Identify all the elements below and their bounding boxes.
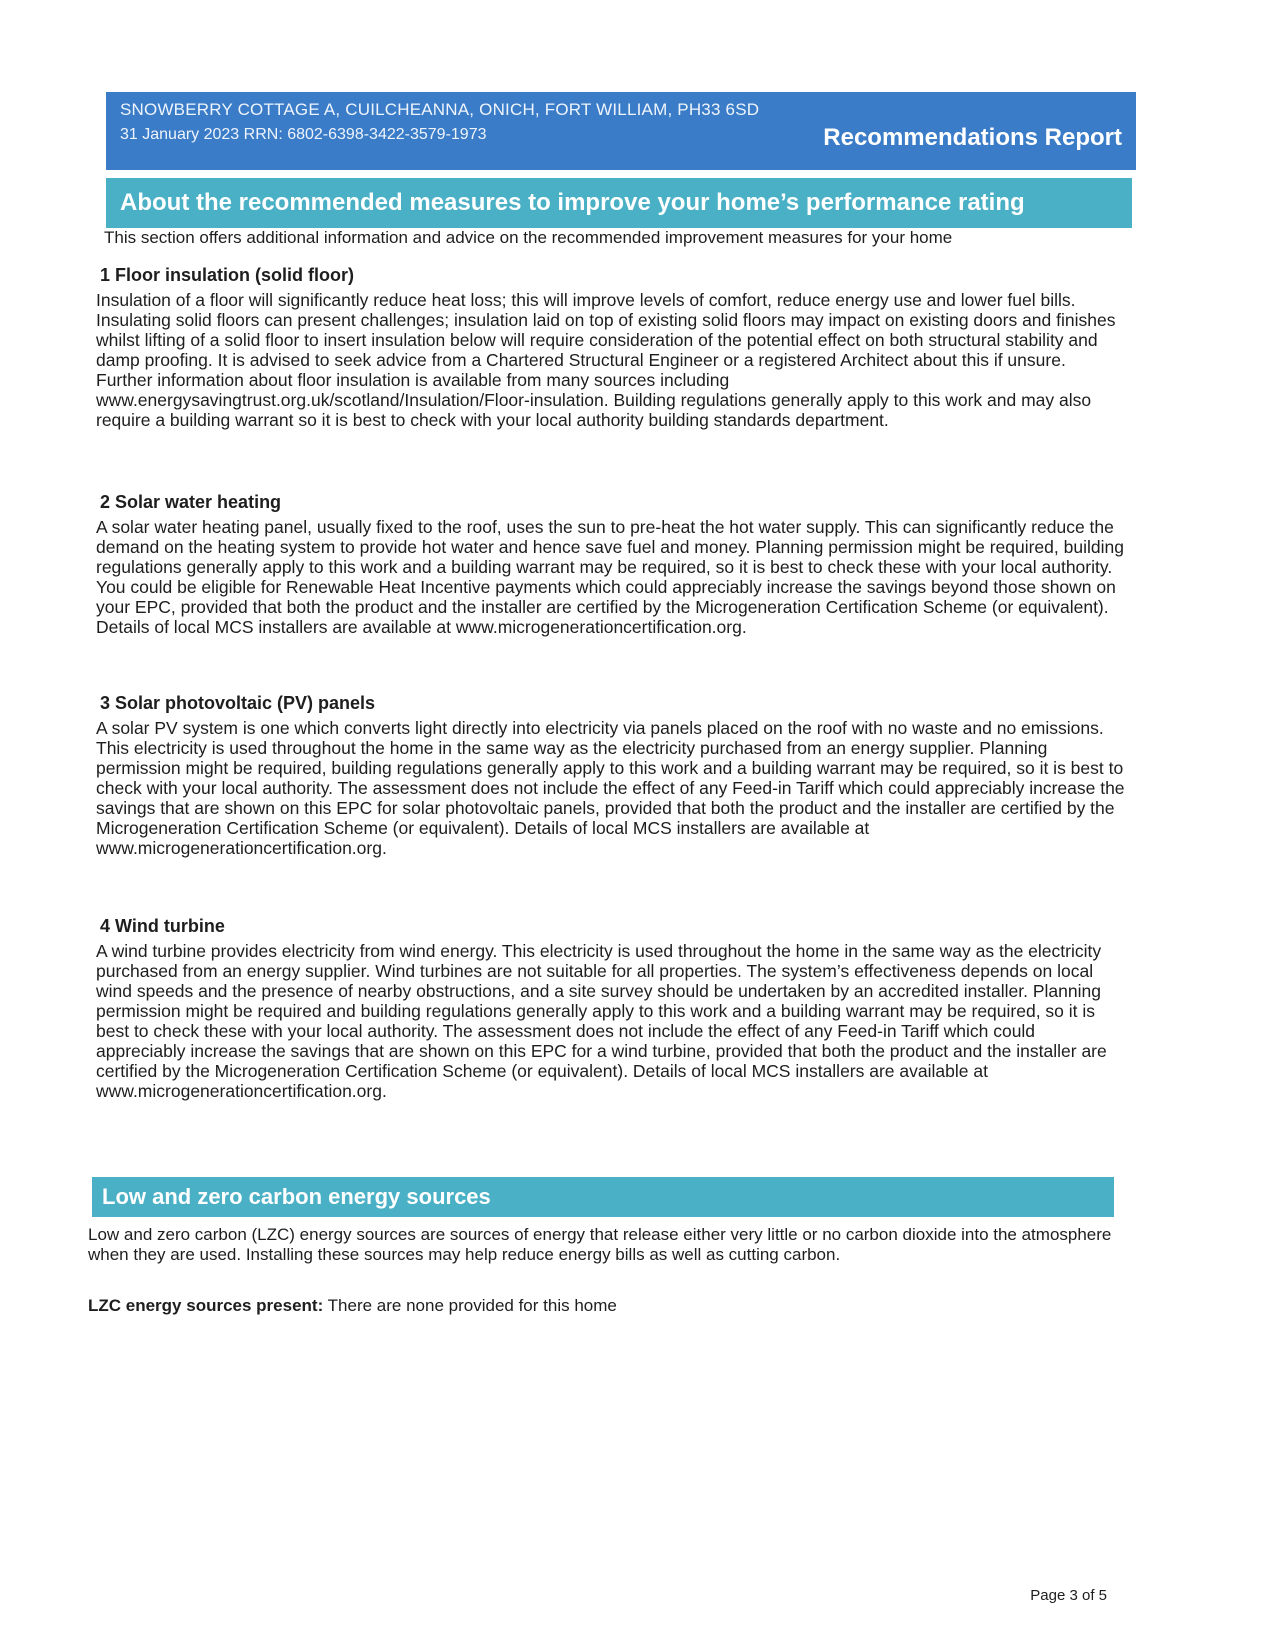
measure-title: 3 Solar photovoltaic (PV) panels bbox=[100, 693, 376, 713]
measure-floor-insulation bbox=[96, 265, 1126, 430]
lzc-present-value: There are none provided for this home bbox=[327, 1296, 617, 1315]
report-header bbox=[106, 92, 1136, 170]
section-heading-lzc-sources: Low and zero carbon energy sources bbox=[92, 1177, 1114, 1217]
measure-description: Insulation of a floor will significantly reduce heat loss; this will improve levels of comfort, reduce energy use and lower fuel bills. Insulating solid floors can present challenges; insulation laid on top of existing solid floors may impact on existing doors and finishes whilst lifting of a solid floor to insert insulation below will require consideration of the potential effect on both structural stability and damp proofing. It is advised to seek advice from a Chartered Structural Engineer or a registered Architect about this if unsure. Further information about floor insulation is available from many sources including www.energysavingtrust.org.uk/scotland/Insulation/Floor-insulation. Building regulations generally apply to this work and may also require a building warrant so it is best to check with your local authority building standards department. bbox=[96, 290, 1116, 430]
measure-title: 1 Floor insulation (solid floor) bbox=[100, 265, 354, 285]
measure-description: A solar water heating panel, usually fixed to the roof, uses the sun to pre-heat the hot water supply. This can significantly reduce the demand on the heating system to provide hot water and hence save fuel and money. Planning permission might be required, building regulations generally apply to this work and a building warrant may be required, so it is best to check these with your local authority. You could be eligible for Renewable Heat Incentive payments which could appreciably increase the savings beyond those shown on your EPC, provided that both the product and the installer are certified by the Microgeneration Certification Scheme (or equivalent). Details of local MCS installers are available at www.microgenerationcertification.org. bbox=[96, 517, 1124, 637]
lzc-present-label: LZC energy sources present: bbox=[88, 1296, 324, 1315]
property-address: SNOWBERRY COTTAGE A, CUILCHEANNA, ONICH, FORT WILLIAM, PH33 6SD bbox=[120, 100, 760, 119]
page-number: Page 3 of 5 bbox=[1030, 1587, 1107, 1604]
section-intro: This section offers additional information and advice on the recommended improvement measures for your home bbox=[104, 228, 953, 247]
measure-description: A solar PV system is one which converts light directly into electricity via panels placed on the roof with no waste and no emissions. This electricity is used throughout the home in the same way as the electricity purchased from an energy supplier. Planning permission might be required, building regulations generally apply to this work and a building warrant may be required, so it is best to check with your local authority. The assessment does not include the effect of any Feed-in Tariff which could appreciably increase the savings that are shown on this EPC for solar photovoltaic panels, provided that both the product and the installer are certified by the Microgeneration Certification Scheme (or equivalent). Details of local MCS installers are available at www.microgenerationcertification.org. bbox=[96, 718, 1125, 858]
measure-title: 2 Solar water heating bbox=[100, 492, 282, 512]
measure-wind-turbine bbox=[96, 916, 1126, 1101]
measure-description: A wind turbine provides electricity from wind energy. This electricity is used throughout the home in the same way as the electricity purchased from an energy supplier. Wind turbines are not suitable for all properties. The system’s effectiveness depends on local wind speeds and the presence of nearby obstructions, and a site survey should be undertaken by an accredited installer. Planning permission might be required and building regulations generally apply to this work and a building warrant may be required, so it is best to check these with your local authority. The assessment does not include the effect of any Feed-in Tariff which could appreciably increase the savings that are shown on this EPC for a wind turbine, provided that both the product and the installer are certified by the Microgeneration Certification Scheme (or equivalent). Details of local MCS installers are available at www.microgenerationcertification.org. bbox=[96, 941, 1107, 1101]
measure-solar-pv-panels bbox=[96, 693, 1126, 858]
lzc-description: Low and zero carbon (LZC) energy sources are sources of energy that release either very little or no carbon dioxide into the atmosphere when they are used. Installing these sources may help reduce energy bills as well as cutting carbon. bbox=[88, 1225, 1112, 1264]
date-and-rrn: 31 January 2023 RRN: 6802-6398-3422-3579-1973 bbox=[120, 126, 487, 143]
lzc-present-line bbox=[88, 1296, 617, 1316]
report-title: Recommendations Report bbox=[823, 124, 1122, 151]
section-heading-recommended-measures: About the recommended measures to improve your home’s performance rating bbox=[106, 178, 1132, 228]
measure-title: 4 Wind turbine bbox=[100, 916, 225, 936]
measure-solar-water-heating bbox=[96, 492, 1126, 637]
